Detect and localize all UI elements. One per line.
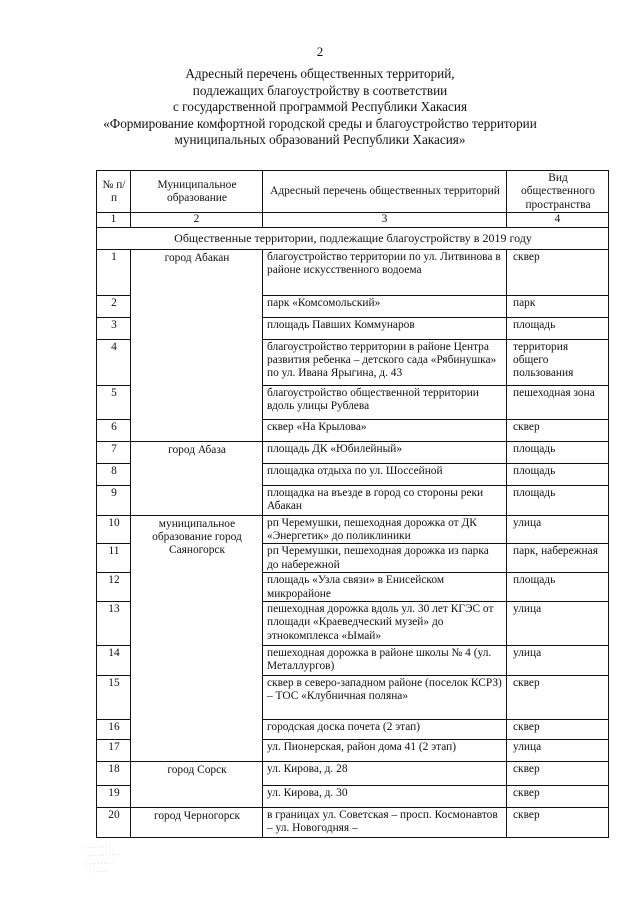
address-cell: площадь ДК «Юбилейный» (263, 441, 507, 463)
row-number: 8 (97, 463, 131, 485)
address-cell: благоустройство территории в районе Центра развития ребенка – детского сада «Рябинушка» по ул. Ивана Ярыгина, д. 43 (263, 339, 507, 385)
address-cell: ул. Кирова, д. 28 (263, 762, 507, 786)
row-number: 6 (97, 419, 131, 441)
table-row (97, 762, 609, 786)
row-number: 1 (97, 249, 131, 295)
kind-cell: сквер (507, 762, 609, 786)
address-cell: пешеходная дорожка в районе школы № 4 (ул. Металлургов) (263, 646, 507, 676)
row-number: 5 (97, 385, 131, 419)
header-number: № п/п (97, 171, 131, 213)
header-municipality: Муниципальное образование (131, 171, 263, 213)
kind-cell: площадь (507, 463, 609, 485)
kind-cell: площадь (507, 317, 609, 339)
column-number: 4 (507, 213, 609, 227)
title-line: «Формирование комфортной городской среды и благоустройство территории (103, 115, 537, 131)
territories-table (96, 170, 609, 838)
municipality-cell: город Сорск (131, 762, 263, 808)
kind-cell: улица (507, 646, 609, 676)
row-number: 10 (97, 515, 131, 544)
table-row (97, 249, 609, 295)
address-cell: пешеходная дорожка вдоль ул. 30 лет КГЭС от площади «Краеведческий музей» до этнокомплекса «Ымай» (263, 602, 507, 646)
kind-cell: сквер (507, 419, 609, 441)
address-cell: благоустройство территории по ул. Литвинова в районе искусственного водоема (263, 249, 507, 295)
row-number: 17 (97, 740, 131, 762)
title-line: с государственной программой Республики Хакасия (172, 99, 468, 115)
kind-cell: площадь (507, 573, 609, 602)
title-line: муниципальных образований Республики Хакасия» (174, 132, 466, 148)
address-cell: сквер «На Крылова» (263, 419, 507, 441)
title-line: подлежащих благоустройству в соответствии (192, 82, 448, 98)
kind-cell: сквер (507, 720, 609, 740)
address-cell: ул. Пионерская, район дома 41 (2 этап) (263, 740, 507, 762)
row-number: 9 (97, 485, 131, 515)
header-address: Адресный перечень общественных территорий (263, 171, 507, 213)
document-title (60, 66, 580, 149)
kind-cell: сквер (507, 808, 609, 838)
faint-marks (80, 840, 160, 880)
table-header-row (97, 171, 609, 213)
municipality-cell: муниципальное образование город Саяногорск (131, 515, 263, 761)
kind-cell: сквер (507, 786, 609, 808)
header-kind: Вид общественного пространства (507, 171, 609, 213)
row-number: 19 (97, 786, 131, 808)
municipality-cell: город Абакан (131, 249, 263, 441)
row-number: 14 (97, 646, 131, 676)
kind-cell: территория общего пользования (507, 339, 609, 385)
row-number: 3 (97, 317, 131, 339)
page-number: 2 (316, 44, 324, 59)
kind-cell: парк, набережная (507, 544, 609, 573)
row-number: 12 (97, 573, 131, 602)
column-number-row (97, 213, 609, 227)
kind-cell: пешеходная зона (507, 385, 609, 419)
address-cell: благоустройство общественной территории вдоль улицы Рублева (263, 385, 507, 419)
row-number: 11 (97, 544, 131, 573)
column-number: 2 (131, 213, 263, 227)
kind-cell: сквер (507, 249, 609, 295)
row-number: 2 (97, 295, 131, 317)
column-number: 1 (97, 213, 131, 227)
municipality-cell: город Черногорск (131, 808, 263, 838)
kind-cell: сквер (507, 676, 609, 720)
row-number: 13 (97, 602, 131, 646)
municipality-cell: город Абаза (131, 441, 263, 515)
row-number: 4 (97, 339, 131, 385)
address-cell: ул. Кирова, д. 30 (263, 786, 507, 808)
table-row (97, 441, 609, 463)
column-number: 3 (263, 213, 507, 227)
table-row (97, 808, 609, 838)
title-line: Адресный перечень общественных территорий, (185, 66, 455, 81)
section-row (97, 227, 609, 249)
address-cell: сквер в северо-западном районе (поселок КСРЗ) – ТОС «Клубничная поляна» (263, 676, 507, 720)
address-cell: парк «Комсомольский» (263, 295, 507, 317)
section-title: Общественные территории, подлежащие благоустройству в 2019 году (97, 227, 609, 249)
table-row (97, 515, 609, 544)
address-cell: площадка на въезде в город со стороны реки Абакан (263, 485, 507, 515)
kind-cell: улица (507, 602, 609, 646)
address-cell: площадь Павших Коммунаров (263, 317, 507, 339)
address-cell: рп Черемушки, пешеходная дорожка из парка до набережной (263, 544, 507, 573)
address-cell: площадь «Узла связи» в Енисейском микрорайоне (263, 573, 507, 602)
row-number: 15 (97, 676, 131, 720)
address-cell: в границах ул. Советская – просп. Космонавтов – ул. Новогодняя – (263, 808, 507, 838)
kind-cell: улица (507, 515, 609, 544)
address-cell: площадка отдыха по ул. Шоссейной (263, 463, 507, 485)
kind-cell: улица (507, 740, 609, 762)
kind-cell: площадь (507, 485, 609, 515)
kind-cell: площадь (507, 441, 609, 463)
row-number: 16 (97, 720, 131, 740)
address-cell: городская доска почета (2 этап) (263, 720, 507, 740)
row-number: 20 (97, 808, 131, 838)
address-cell: рп Черемушки, пешеходная дорожка от ДК «Энергетик» до поликлиники (263, 515, 507, 544)
kind-cell: парк (507, 295, 609, 317)
row-number: 7 (97, 441, 131, 463)
row-number: 18 (97, 762, 131, 786)
